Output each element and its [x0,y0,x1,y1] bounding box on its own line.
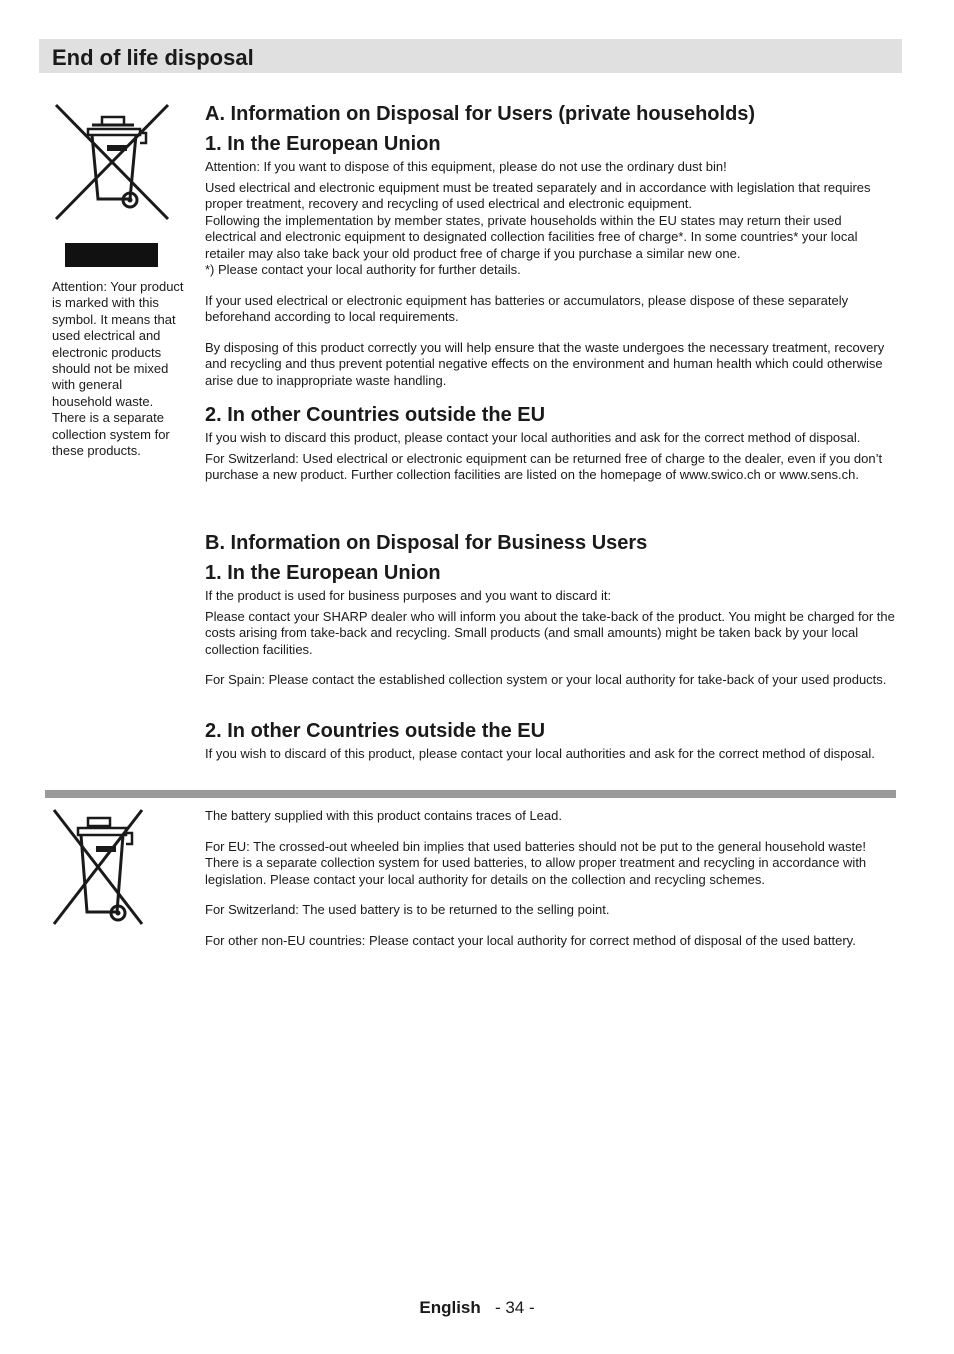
paragraph: For EU: The crossed-out wheeled bin implies that used batteries should not be put to the general household waste! There is a separate collection system for used batteries, to allow proper treatment and recycling in accordance with legislation. Please contact your local authority for details on the collection and recycling schemes. [205,838,867,887]
paragraph: If you wish to discard this product, please contact your local authorities and ask for the correct method of disposal. [205,430,861,445]
section-a [205,102,895,389]
paragraph: If you wish to discard of this product, please contact your local authorities and ask for the correct method of disposal. [205,746,875,761]
paragraph: Following the implementation by member states, private households within the EU states may return their used electrical and electronic equipment to designated collection facilities free of charge*. In some countries* your local retailer may also take back your old product free of charge if you purchase a similar new one. [205,212,858,261]
page-number: - 34 - [494,1298,535,1317]
section-a-eu-heading: 1. In the European Union [205,133,441,155]
footer-language: English [419,1298,481,1317]
paragraph: For other non-EU countries: Please contact your local authority for correct method of disposal of the used battery. [205,932,856,948]
section-a-other-heading: 2. In other Countries outside the EU [205,404,546,426]
section-b-other [205,719,895,763]
title-bar [39,39,902,73]
paragraph: For Switzerland: Used electrical or electronic equipment can be returned free of charge to the dealer, even if you don’t purchase a new product. Further collection facilities are listed on the homepage of www.swico.ch or www.sens.ch. [205,450,883,482]
paragraph: By disposing of this product correctly you will help ensure that the waste undergoes the necessary treatment, recovery and recycling and thus prevent potential negative effects on the environment and human health which could otherwise arise due to inappropriate waste handling. [205,339,885,388]
paragraph: For Switzerland: The used battery is to be returned to the selling point. [205,902,610,917]
section-a-heading: A. Information on Disposal for Users (private households) [205,103,756,125]
page-footer [0,1298,954,1318]
paragraph: *) Please contact your local authority for further details. [205,262,521,277]
section-a-other [205,403,895,484]
paragraph: If your used electrical or electronic equipment has batteries or accumulators, please dispose of these separately beforehand according to local requirements. [205,292,849,324]
paragraph: Please contact your SHARP dealer who will inform you about the take-back of the product. You might be charged for the costs arising from take-back and recycling. Small products (and small amounts) might be taken back by your local collection facilities. [205,608,895,657]
symbol-attention-note: Attention: Your product is marked with this symbol. It means that used electrical and electronic products should not be mixed with general household waste. There is a separate collection system for these products. [52,279,184,459]
section-b-heading: B. Information on Disposal for Business Users [205,532,648,554]
paragraph: For Spain: Please contact the established collection system or your local authority for take-back of your used products. [205,672,887,687]
page-title: End of life disposal [52,45,254,70]
crossed-out-bin-icon [52,103,172,223]
section-b-other-heading: 2. In other Countries outside the EU [205,720,546,742]
paragraph: Attention: If you want to dispose of this equipment, please do not use the ordinary dust bin! [205,159,727,174]
section-b [205,531,895,689]
paragraph: Used electrical and electronic equipment must be treated separately and in accordance with legislation that requires proper treatment, recovery and recycling of used electrical and electronic equipment. [205,179,871,211]
section-b-eu-heading: 1. In the European Union [205,562,441,584]
paragraph: If the product is used for business purposes and you want to discard it: [205,588,612,603]
section-divider [45,790,896,798]
battery-section [205,808,895,949]
black-bar [65,243,158,267]
paragraph: The battery supplied with this product contains traces of Lead. [205,808,562,823]
crossed-out-battery-bin-icon [52,808,144,926]
